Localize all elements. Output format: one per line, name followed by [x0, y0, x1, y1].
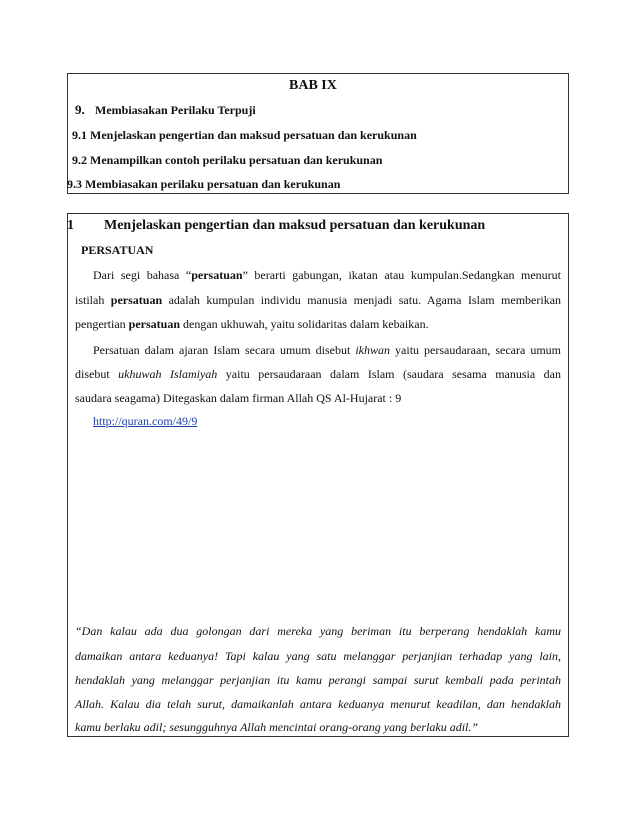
paragraph-line [93, 343, 561, 358]
term: ikhwan [355, 343, 391, 357]
term: persatuan [191, 268, 243, 282]
text: yaitu persaudaraan dalam Islam (saudara sesama manusia dan [225, 367, 562, 381]
quote-line: Allah. Kalau dia telah surut, damaikanlah antara keduanya menurut keadilan, dan hendaklah [75, 697, 561, 711]
section-title: Membiasakan Perilaku Terpuji [95, 103, 256, 117]
quote-line: kamu berlaku adil; sesungguhnya Allah mencintai orang-orang yang berlaku adil.” [75, 720, 479, 734]
text: istilah [75, 293, 105, 307]
heading-title: Menjelaskan pengertian dan maksud persatuan dan kerukunan [104, 218, 486, 233]
text: Dari segi bahasa “ [93, 268, 192, 282]
section-number: 9. [75, 102, 85, 117]
paragraph-line [75, 293, 561, 308]
subsection-item: 9.1 Menjelaskan pengertian dan maksud persatuan dan kerukunan [72, 128, 417, 142]
term: persatuan [110, 293, 163, 307]
text: adalah kumpulan individu manusia menjadi satu. Agama Islam memberikan [168, 293, 562, 307]
text: pengertian [75, 317, 126, 331]
quran-link[interactable]: http://quran.com/49/9 [93, 414, 198, 428]
text: yaitu persaudaraan, secara umum [395, 343, 561, 357]
text: Persatuan dalam ajaran Islam secara umum disebut [93, 343, 351, 357]
text: ” berarti gabungan, ikatan atau kumpulan.Sedangkan menurut [242, 268, 561, 282]
chapter-title: BAB IX [289, 78, 337, 93]
subsection-item: 9.2 Menampilkan contoh perilaku persatuan dan kerukunan [72, 153, 383, 167]
paragraph-line [75, 367, 561, 382]
subsection-item: 9.3 Membiasakan perilaku persatuan dan kerukunan [67, 177, 341, 191]
quote-line: damaikan antara keduanya! Tapi kalau yang satu melanggar perjanjian terhadap yang lain, [75, 649, 561, 663]
paragraph-line [75, 317, 429, 332]
term: persatuan [128, 317, 180, 331]
text: dengan ukhuwah, yaitu solidaritas dalam kebaikan. [183, 317, 429, 331]
quote-line: “Dan kalau ada dua golongan dari mereka yang beriman itu berperang hendaklah kamu [75, 624, 561, 638]
paragraph-line [93, 268, 561, 283]
heading-number: 1 [67, 218, 74, 233]
term: ukhuwah Islamiyah [118, 367, 218, 381]
quote-line: hendaklah yang melanggar perjanjian itu kamu perangi sampai surut kembali pada perintah [75, 673, 561, 687]
paragraph-line: saudara seagama) Ditegaskan dalam firman Allah QS Al-Hujarat : 9 [75, 391, 402, 405]
subheading: PERSATUAN [81, 243, 154, 257]
text: disebut [75, 367, 110, 381]
